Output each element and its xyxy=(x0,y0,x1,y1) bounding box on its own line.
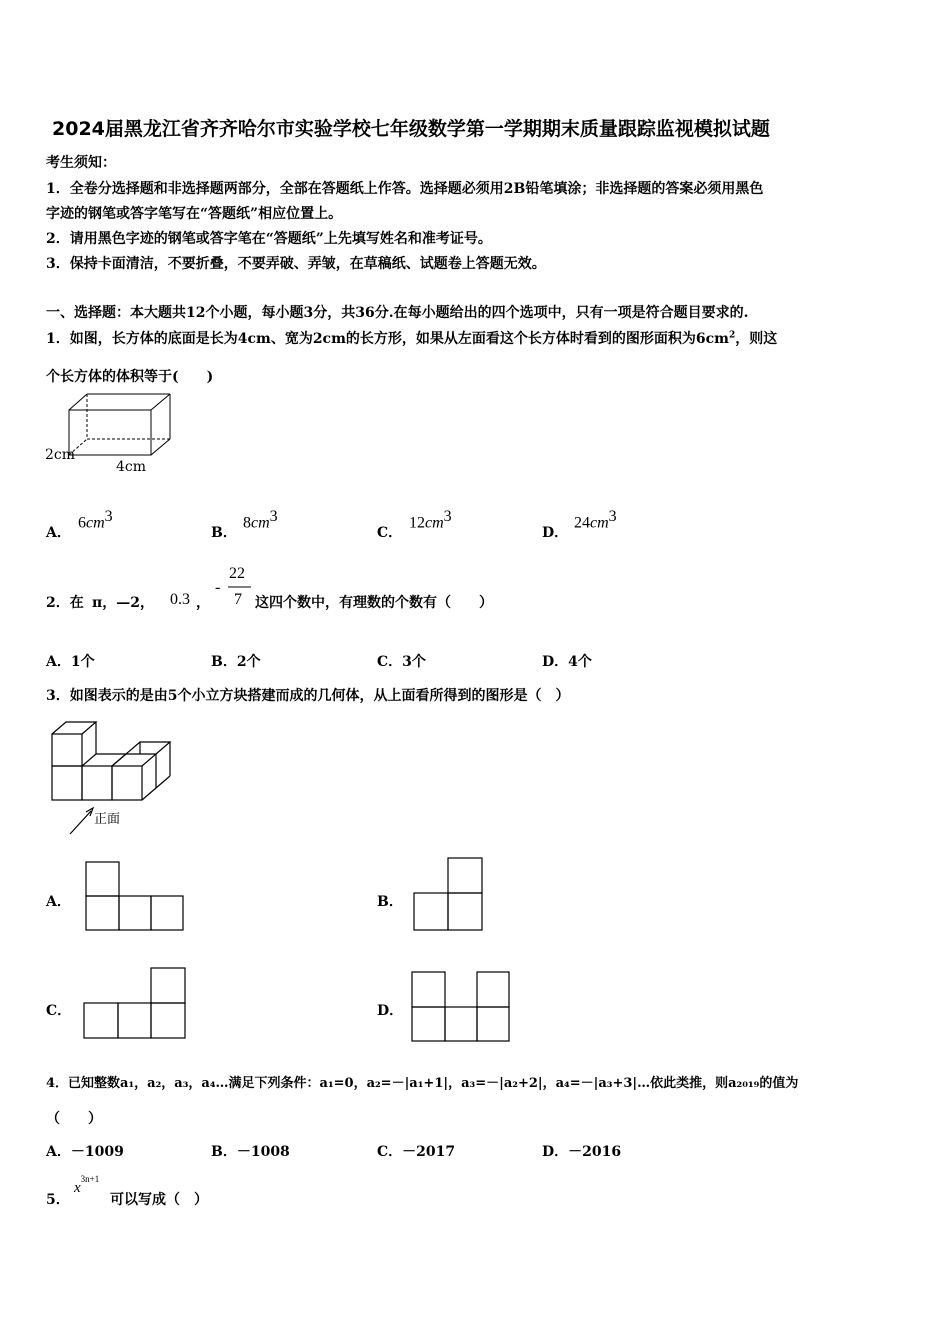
q2-pi: π，—2， xyxy=(92,595,154,611)
q3-text: 3．如图表示的是由5个小立方块搭建而成的几何体，从上面看所得到的图形是（ ） xyxy=(46,688,570,704)
q2-comma: ， xyxy=(196,595,210,611)
q5-expression: $x^{3n+1}$ xyxy=(74,1173,100,1196)
q2-negative-sign: - xyxy=(215,579,221,596)
notice-line-1a: 1．全卷分选择题和非选择题两部分，全部在答题纸上作答。选择题必须用2B铅笔填涂；非选择题的答案必须用黑色 xyxy=(46,181,764,197)
q4-option-a[interactable]: A．－1009 xyxy=(46,1144,124,1160)
q2-option-c[interactable]: C．3个 xyxy=(377,654,426,670)
q2-option-a[interactable]: A．1个 xyxy=(46,654,95,670)
front-view-label: 正面 xyxy=(94,812,121,827)
notice-line-2: 2．请用黑色字迹的钢笔或答字笔在“答题纸”上先填写姓名和准考证号。 xyxy=(46,231,492,247)
q5-prefix: 5． xyxy=(46,1192,70,1208)
q4-option-c[interactable]: C．－2017 xyxy=(377,1144,456,1160)
q3-option-b-label[interactable]: B． xyxy=(377,894,403,910)
q2-fraction-numerator: 22 xyxy=(229,565,245,582)
q1-line-2: 个长方体的体积等于( ) xyxy=(46,369,214,385)
q4-line-1: 4．已知整数a₁，a₂，a₃，a₄…满足下列条件：a₁=0，a₂=－|a₁+1|，a₃=－|a₂+2|，a₄=－|a₃+3|…依此类推，则a₂₀₁₉的值为 xyxy=(46,1076,799,1091)
q2-prefix: 2．在 xyxy=(46,595,84,611)
notice-heading: 考生须知： xyxy=(46,155,116,171)
q4-option-d[interactable]: D．－2016 xyxy=(542,1144,622,1160)
q3-option-d-figure[interactable] xyxy=(0,0,1,1)
q1-line-1: 1．如图，长方体的底面是长为4cm、宽为2cm的长方形，如果从左面看这个长方体时看到的图形面积为$6cm^2$，则这 xyxy=(46,330,778,347)
notice-line-1b: 字迹的钢笔或答字笔写在“答题纸”相应位置上。 xyxy=(46,206,343,222)
q2-option-d[interactable]: D．4个 xyxy=(542,654,592,670)
q2-fraction-denominator: 7 xyxy=(234,591,242,608)
q4-option-b[interactable]: B．－1008 xyxy=(211,1144,290,1160)
q3-option-c-label[interactable]: C． xyxy=(46,1003,72,1019)
q4-line-2: （ ） xyxy=(46,1111,102,1127)
cuboid-length-label: 4cm xyxy=(116,459,147,475)
q2-suffix: 这四个数中，有理数的个数有（ ） xyxy=(255,595,493,611)
cuboid-width-label: 2cm xyxy=(45,447,76,463)
section-heading: 一、选择题：本大题共12个小题，每小题3分，共36分.在每小题给出的四个选项中，只有一项是符合题目要求的. xyxy=(46,305,749,321)
notice-line-3: 3．保持卡面清洁，不要折叠，不要弄破、弄皱，在草稿纸、试题卷上答题无效。 xyxy=(46,256,546,272)
q5-suffix: 可以写成（ ） xyxy=(110,1192,208,1208)
q2-decimal: 0.3 xyxy=(170,591,190,608)
q3-option-a-label[interactable]: A． xyxy=(46,894,71,910)
page-title: 2024届黑龙江省齐齐哈尔市实验学校七年级数学第一学期期末质量跟踪监视模拟试题 xyxy=(52,118,770,140)
q2-option-b[interactable]: B．2个 xyxy=(211,654,261,670)
q3-option-d-label[interactable]: D． xyxy=(377,1003,404,1019)
